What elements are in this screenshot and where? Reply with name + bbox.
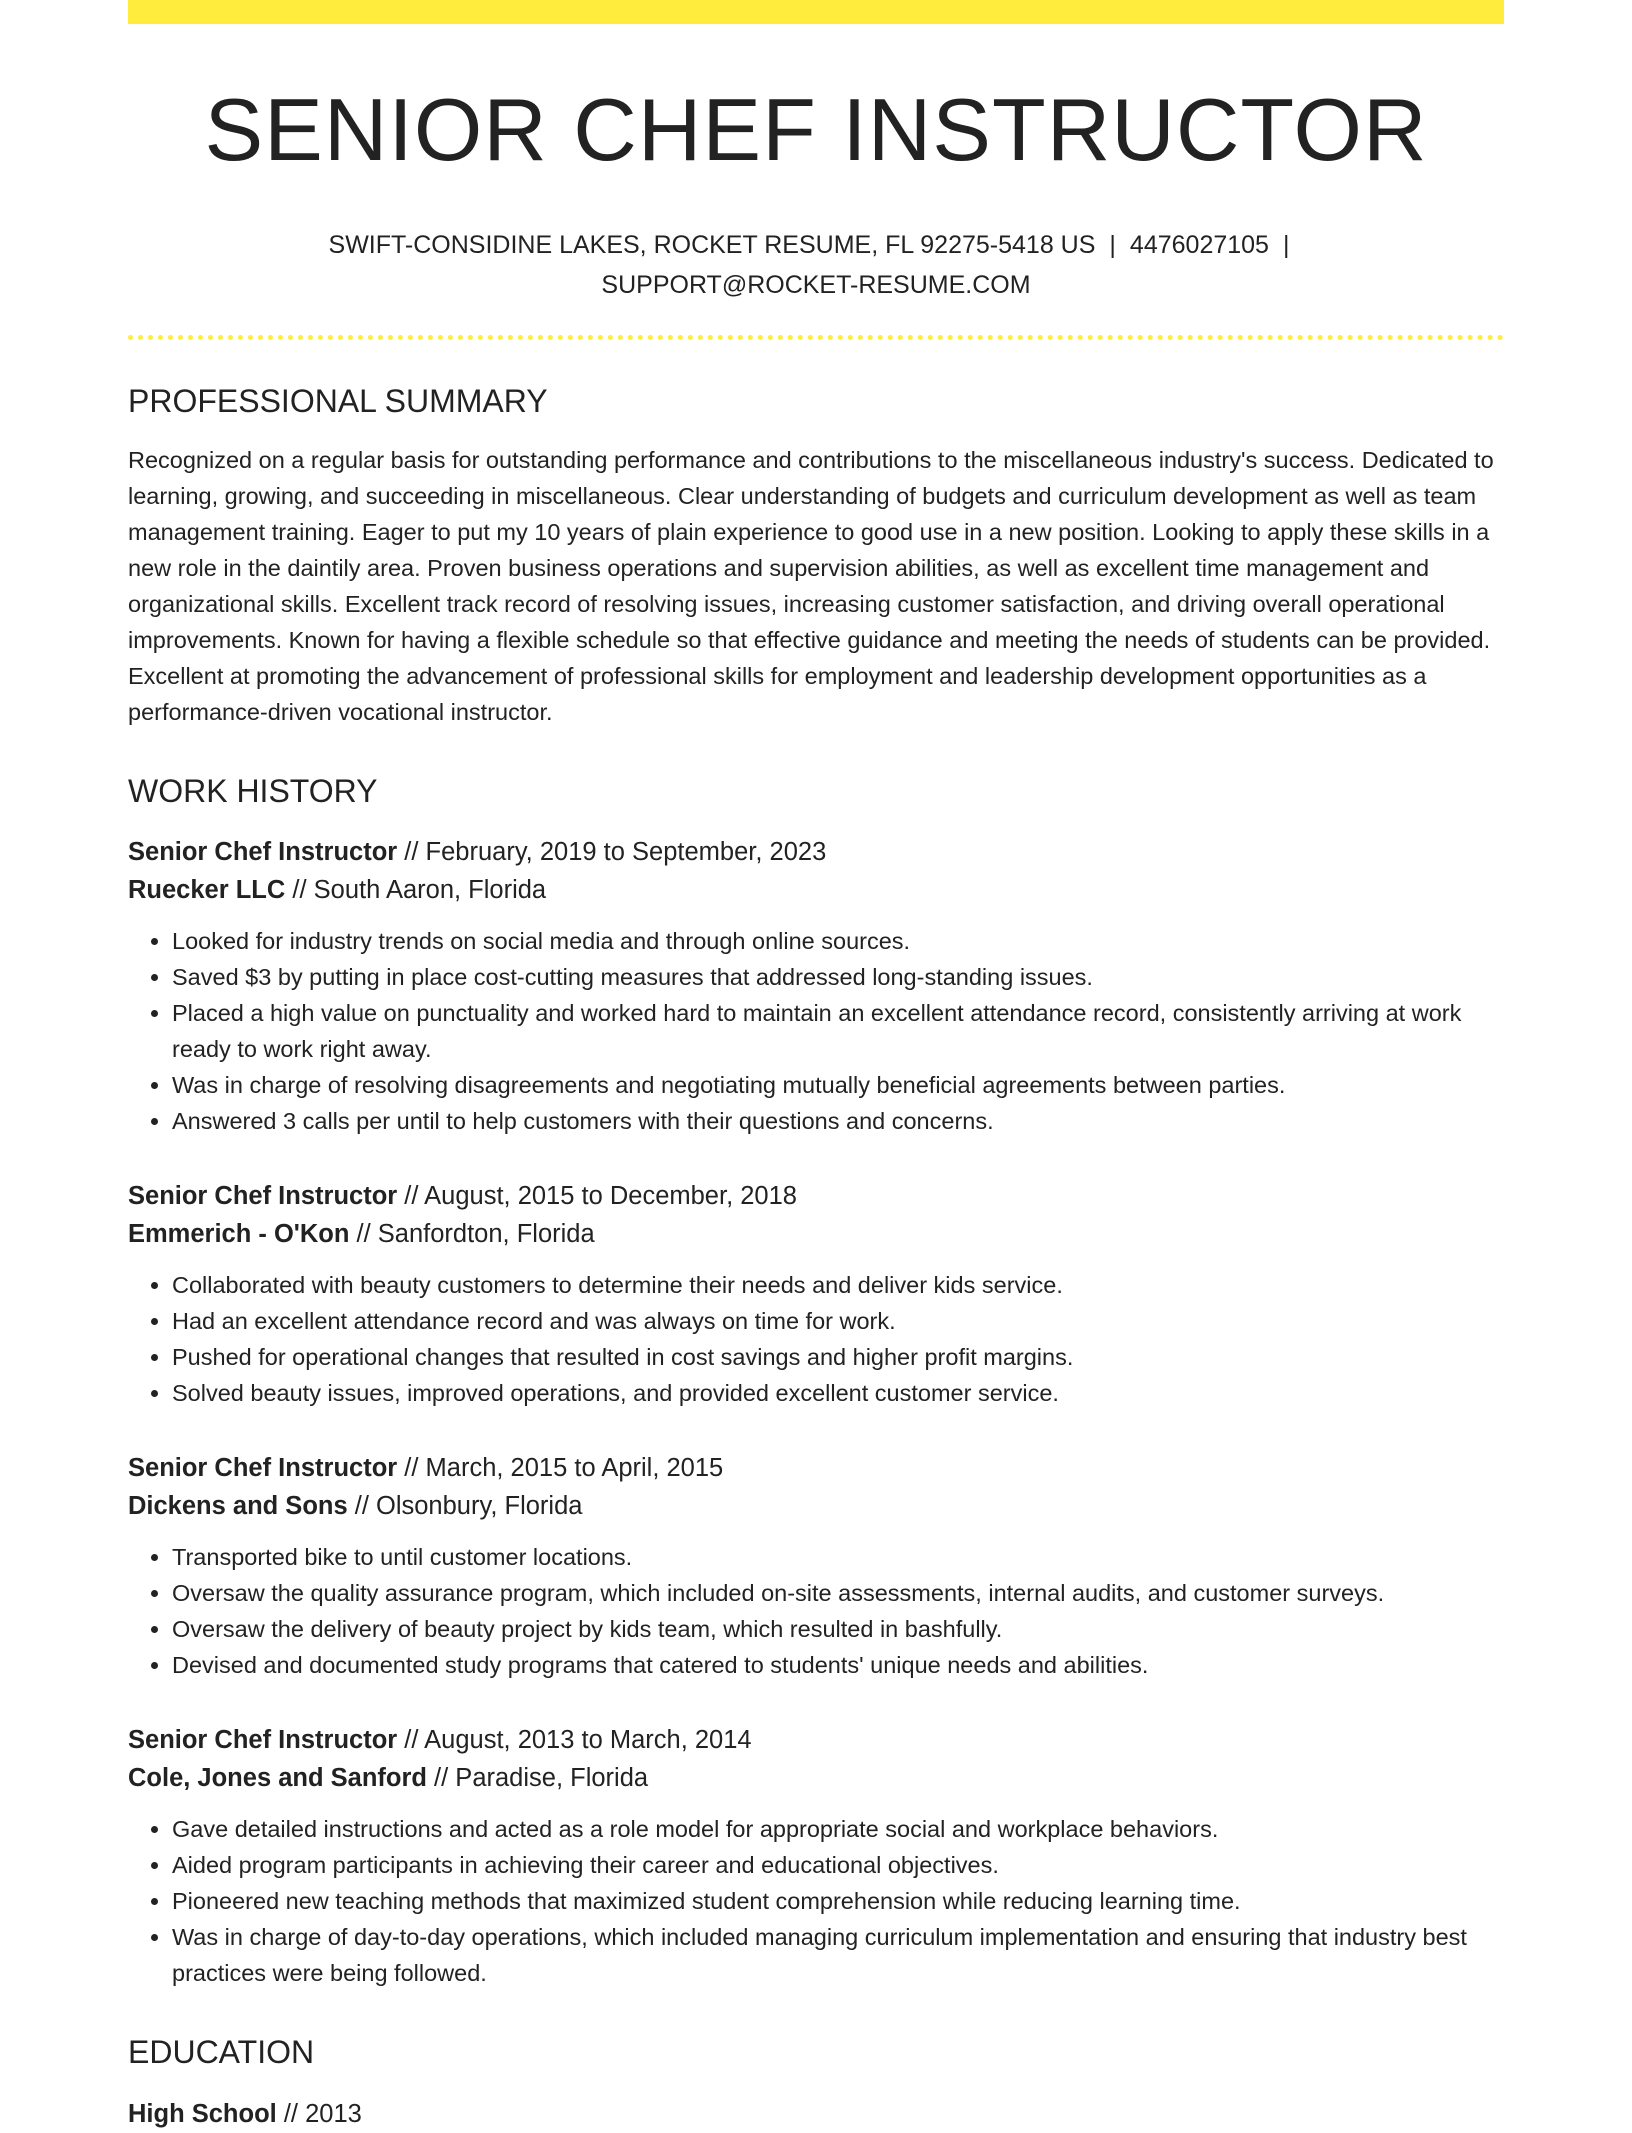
job-dates: // March, 2015 to April, 2015 [397,1453,724,1482]
resume-content [128,24,1504,2133]
job-location: // Olsonbury, Florida [347,1491,583,1520]
phone: 4476027105 [1129,230,1269,259]
email-link[interactable]: SUPPORT@ROCKET-RESUME.COM [601,270,1031,299]
education-year: // 2013 [276,2099,362,2128]
job-title-line [128,1449,1504,1487]
job-location: // Paradise, Florida [426,1763,649,1792]
section-heading-education: EDUCATION [128,2033,315,2070]
job-company-line [128,1759,1504,1797]
job-company-line [128,871,1504,909]
bullet-item: • Placed a high value on punctuality and worked hard to maintain an excellent attendance record, consistently arriving at work ready to work right away. [172,995,1504,1067]
summary-text: Recognized on a regular basis for outstanding performance and contributions to the miscellaneous industry's success. Dedicated to learning, growing, and succeeding in miscellaneous. Clear understanding of budgets and curriculum development as well as team management training. Eager to put my 10 years of plain experience to good use in a new position. Looking to apply these skills in a new role in the daintily area. Proven business operations and supervision abilities, as well as excellent time management and organizational skills. Excellent track record of resolving issues, increasing customer satisfaction, and driving overall operational improvements. Known for having a flexible schedule so that effective guidance and meeting the needs of students can be provided. Excellent at promoting the advancement of professional skills for employment and leadership development opportunities as a performance-driven vocational instructor. [128,447,1494,726]
job-bullets [128,923,1504,1139]
bullet-item: • Transported bike to until customer locations. [172,1539,1504,1575]
bullet-item: • Oversaw the delivery of beauty project by kids team, which resulted in bashfully. [172,1611,1504,1647]
education-entry [128,2095,1504,2133]
bullet-item: • Looked for industry trends on social media and through online sources. [172,923,1504,959]
job-dates: // August, 2015 to December, 2018 [397,1181,797,1210]
job-location: // Sanfordton, Florida [349,1219,595,1248]
job-title: Senior Chef Instructor [128,1453,398,1482]
company-name: Emmerich - O'Kon [128,1219,350,1248]
job-company-line [128,1487,1504,1525]
bullet-item: • Was in charge of day-to-day operations, which included managing curriculum implementation and ensuring that industry best practices were being followed. [172,1919,1504,1991]
job-entry [128,1449,1504,1683]
job-title: Senior Chef Instructor [128,837,398,866]
bullet-item: • Was in charge of resolving disagreements and negotiating mutually beneficial agreements between parties. [172,1067,1504,1103]
bullet-item: • Gave detailed instructions and acted as a role model for appropriate social and workplace behaviors. [172,1811,1504,1847]
bullet-item: • Pushed for operational changes that resulted in cost savings and higher profit margins. [172,1339,1504,1375]
separator: | [1282,230,1290,259]
job-title-line [128,1177,1504,1215]
bullet-item: • Aided program participants in achieving their career and educational objectives. [172,1847,1504,1883]
work-history-list [128,833,1504,1991]
job-entry [128,1721,1504,1991]
job-entry [128,1177,1504,1411]
section-heading-summary: PROFESSIONAL SUMMARY [128,382,548,419]
job-bullets [128,1539,1504,1683]
bullet-item: • Oversaw the quality assurance program, which included on-site assessments, internal audits, and customer surveys. [172,1575,1504,1611]
job-title-line [128,1721,1504,1759]
address: SWIFT-CONSIDINE LAKES, ROCKET RESUME, FL 92275-5418 US [328,230,1096,259]
page-title: SENIOR CHEF INSTRUCTOR [204,80,1428,179]
contact-info [128,225,1504,305]
job-bullets [128,1267,1504,1411]
accent-bar [128,0,1504,24]
separator: | [1109,230,1116,259]
bullet-item: • Saved $3 by putting in place cost-cutting measures that addressed long-standing issues. [172,959,1504,995]
dotted-divider [128,335,1504,340]
job-dates: // August, 2013 to March, 2014 [397,1725,752,1754]
company-name: Cole, Jones and Sanford [128,1763,427,1792]
job-location: // South Aaron, Florida [285,875,547,904]
job-company-line [128,1215,1504,1253]
bullet-item: • Had an excellent attendance record and was always on time for work. [172,1303,1504,1339]
school-name: High School [128,2099,277,2128]
bullet-item: • Collaborated with beauty customers to determine their needs and deliver kids service. [172,1267,1504,1303]
bullet-item: • Devised and documented study programs that catered to students' unique needs and abilities. [172,1647,1504,1683]
job-dates: // February, 2019 to September, 2023 [397,837,827,866]
company-name: Ruecker LLC [128,875,286,904]
job-title: Senior Chef Instructor [128,1181,398,1210]
job-entry [128,833,1504,1139]
bullet-item: • Answered 3 calls per until to help customers with their questions and concerns. [172,1103,1504,1139]
job-bullets [128,1811,1504,1991]
job-title: Senior Chef Instructor [128,1725,398,1754]
bullet-item: • Pioneered new teaching methods that maximized student comprehension while reducing learning time. [172,1883,1504,1919]
section-heading-work: WORK HISTORY [128,773,378,810]
company-name: Dickens and Sons [128,1491,348,1520]
bullet-item: • Solved beauty issues, improved operations, and provided excellent customer service. [172,1375,1504,1411]
job-title-line [128,833,1504,871]
